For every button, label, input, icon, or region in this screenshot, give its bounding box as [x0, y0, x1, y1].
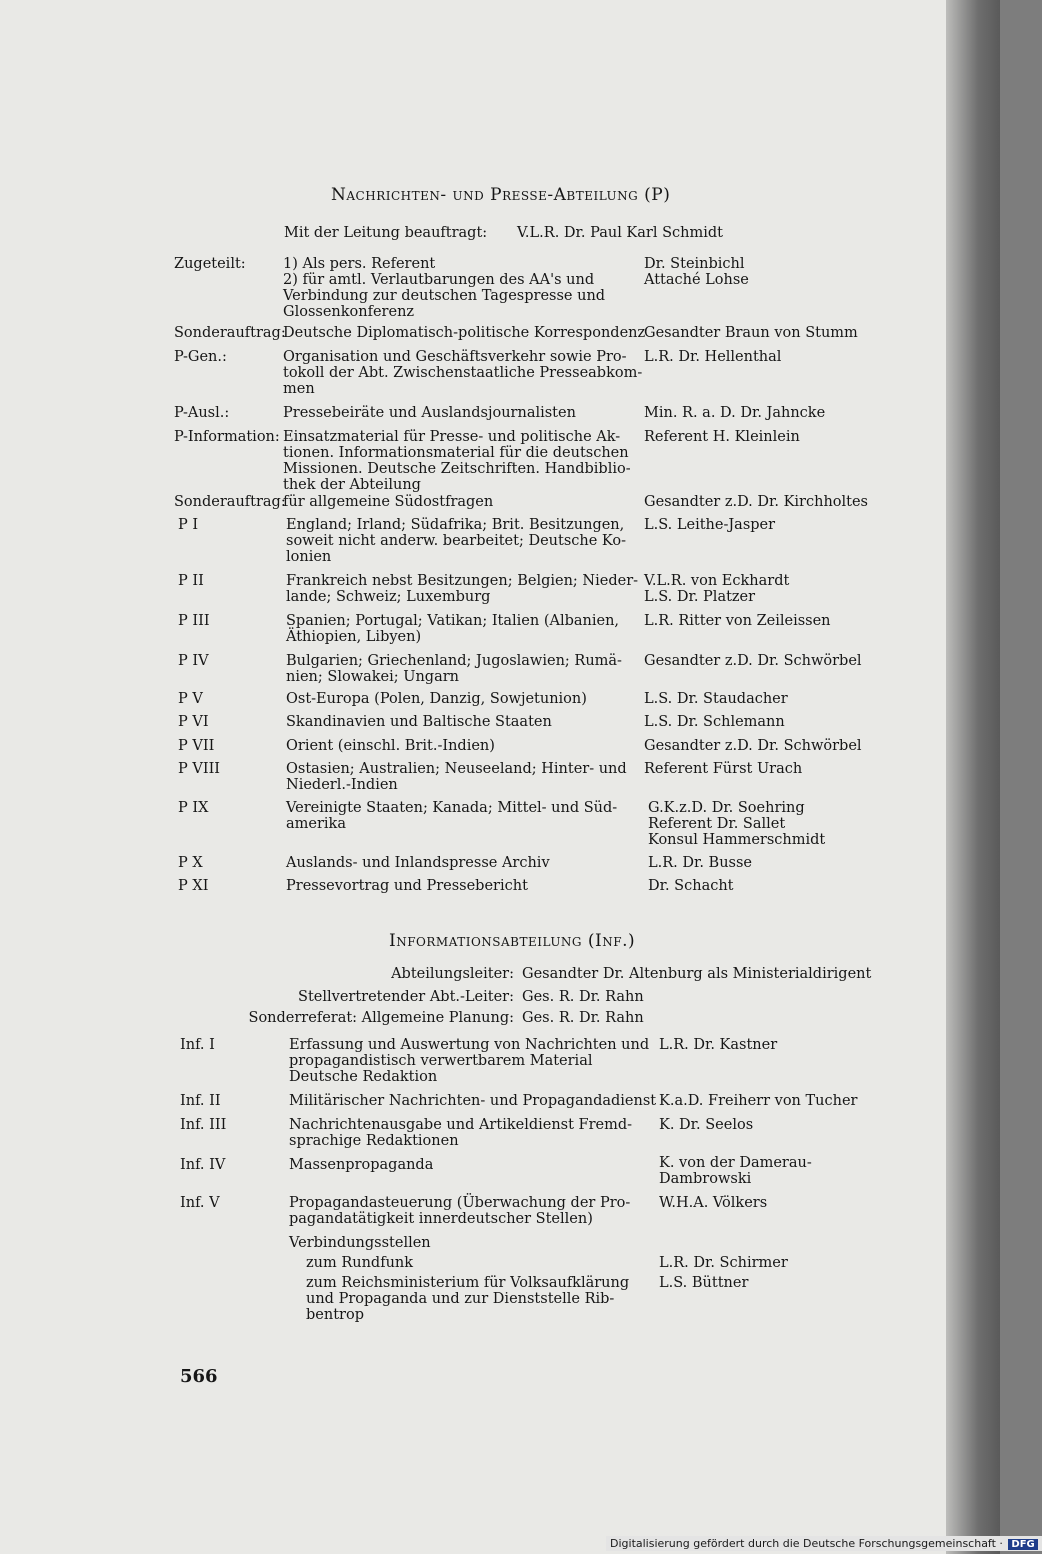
leader-name: Ges. R. Dr. Rahn — [522, 1010, 644, 1026]
entry-description: für allgemeine Südostfragen — [283, 494, 494, 510]
entry-person: L.R. Dr. Kastner — [659, 1037, 778, 1053]
entry-description: England; Irland; Südafrika; Brit. Besitzungen, soweit nicht anderw. bearbeitet; Deutsche Ko- lonien — [286, 517, 626, 565]
entry-label: Zugeteilt: — [174, 256, 246, 272]
page-number: 566 — [180, 1366, 218, 1387]
entry-person: W.H.A. Völkers — [659, 1195, 768, 1211]
entry-label: P IX — [178, 800, 209, 816]
entry-person: Gesandter z.D. Dr. Kirchholtes — [644, 494, 868, 510]
entry-label: P VII — [178, 738, 215, 754]
entry-person: L.S. Leithe-Jasper — [644, 517, 776, 533]
entry-person: L.R. Dr. Busse — [648, 855, 753, 871]
entry-person: Gesandter z.D. Dr. Schwörbel — [644, 653, 862, 669]
entry-label: Inf. II — [180, 1093, 221, 1109]
entry-description: Pressevortrag und Pressebericht — [286, 878, 528, 894]
entry-label: P-Gen.: — [174, 349, 227, 365]
entry-description: Orient (einschl. Brit.-Indien) — [286, 738, 495, 754]
entry-description: Skandinavien und Baltische Staaten — [286, 714, 552, 730]
entry-label: P III — [178, 613, 210, 629]
entry-description: Organisation und Geschäftsverkehr sowie Pro- tokoll der Abt. Zwischenstaatliche Presseabkom- men — [283, 349, 643, 397]
entry-person: V.L.R. von Eckhardt L.S. Dr. Platzer — [644, 573, 790, 605]
entry-description: Ostasien; Australien; Neuseeland; Hinter- und Niederl.-Indien — [286, 761, 627, 793]
entry-description: Nachrichtenausgabe und Artikeldienst Fremd- sprachige Redaktionen — [289, 1117, 633, 1149]
entry-person: Dr. Schacht — [648, 878, 734, 894]
entry-person: G.K.z.D. Dr. Soehring Referent Dr. Sallet Konsul Hammerschmidt — [648, 800, 826, 848]
leader-name: Ges. R. Dr. Rahn — [522, 989, 644, 1005]
entry-label: P-Information: — [174, 429, 280, 445]
entry-label: P VI — [178, 714, 209, 730]
entry-description: Ost-Europa (Polen, Danzig, Sowjetunion) — [286, 691, 587, 707]
entry-description: Spanien; Portugal; Vatikan; Italien (Albanien, Äthiopien, Libyen) — [286, 613, 620, 645]
entry-person: L.R. Dr. Hellenthal — [644, 349, 782, 365]
entry-description: Vereinigte Staaten; Kanada; Mittel- und Süd- amerika — [286, 800, 618, 832]
dfg-logo: DFG — [1008, 1539, 1037, 1550]
entry-label: Inf. I — [180, 1037, 215, 1053]
entry-label: Inf. III — [180, 1117, 227, 1133]
entry-label: P I — [178, 517, 199, 533]
entry-person: Referent Fürst Urach — [644, 761, 803, 777]
entry-person: K. von der Damerau- Dambrowski — [659, 1155, 812, 1187]
entry-description: Einsatzmaterial für Presse- und politische Ak- tionen. Informationsmaterial für die deutschen Missionen. Deutsche Zeitschriften. Handbiblio- thek der Abteilung — [283, 429, 631, 493]
entry-person: Gesandter z.D. Dr. Schwörbel — [644, 738, 862, 754]
leitung-name: V.L.R. Dr. Paul Karl Schmidt — [517, 225, 723, 241]
section-heading-information: Informationsabteilung (Inf.) — [389, 931, 636, 951]
entry-description: Erfassung und Auswertung von Nachrichten und propagandistisch verwertbarem Material Deutsche Redaktion — [289, 1037, 650, 1085]
entry-label: Inf. V — [180, 1195, 220, 1211]
section-heading-presse: Nachrichten- und Presse-Abteilung (P) — [331, 185, 671, 205]
entry-description: Pressebeiräte und Auslandsjournalisten — [283, 405, 576, 421]
page-edge-shadow — [946, 0, 1000, 1554]
entry-person: Gesandter Braun von Stumm — [644, 325, 858, 341]
leader-label: Sonderreferat: Allgemeine Planung: — [248, 1010, 514, 1026]
leader-name: Gesandter Dr. Altenburg als Ministerialdirigent — [522, 966, 872, 982]
entry-person: L.R. Ritter von Zeileissen — [644, 613, 831, 629]
entry-person: K. Dr. Seelos — [659, 1117, 754, 1133]
entry-label: Inf. IV — [180, 1157, 226, 1173]
entry-person: Referent H. Kleinlein — [644, 429, 800, 445]
entry-label: P VIII — [178, 761, 221, 777]
entry-label: P X — [178, 855, 203, 871]
verbindung-title: Verbindungsstellen — [289, 1235, 431, 1251]
verbindung-ministerium: zum Reichsministerium für Volksaufklärung und Propaganda und zur Dienststelle Rib- bentrop — [306, 1275, 630, 1323]
entry-person: K.a.D. Freiherr von Tucher — [659, 1093, 858, 1109]
entry-description: Bulgarien; Griechenland; Jugoslawien; Rumä- nien; Slowakei; Ungarn — [286, 653, 622, 685]
entry-person: L.S. Dr. Staudacher — [644, 691, 788, 707]
entry-description: Militärischer Nachrichten- und Propagandadienst — [289, 1093, 657, 1109]
entry-description: 1) Als pers. Referent 2) für amtl. Verlautbarungen des AA's und Verbindung zur deutschen Tagespresse und Glossenkonferenz — [283, 256, 606, 320]
entry-description: Frankreich nebst Besitzungen; Belgien; Nieder- lande; Schweiz; Luxemburg — [286, 573, 639, 605]
entry-description: Auslands- und Inlandspresse Archiv — [286, 855, 550, 871]
entry-label: P II — [178, 573, 204, 589]
entry-label: P V — [178, 691, 203, 707]
funding-footer — [606, 1536, 1042, 1551]
entry-person: Dr. Steinbichl Attaché Lohse — [644, 256, 749, 288]
entry-description: Deutsche Diplomatisch-politische Korrespondenz — [283, 325, 646, 341]
entry-label: P IV — [178, 653, 209, 669]
verbindung-ministerium-person: L.S. Büttner — [659, 1275, 749, 1291]
leader-label: Stellvertretender Abt.-Leiter: — [298, 989, 514, 1005]
leitung-label: Mit der Leitung beauftragt: — [284, 225, 488, 241]
entry-person: Min. R. a. D. Dr. Jahncke — [644, 405, 826, 421]
entry-label: P XI — [178, 878, 209, 894]
entry-label: Sonderauftrag: — [174, 494, 286, 510]
verbindung-rundfunk-person: L.R. Dr. Schirmer — [659, 1255, 788, 1271]
leader-label: Abteilungsleiter: — [391, 966, 514, 982]
entry-description: Propagandasteuerung (Überwachung der Pro- pagandatätigkeit innerdeutscher Stellen) — [289, 1195, 631, 1227]
footer-text: Digitalisierung gefördert durch die Deutsche Forschungsgemeinschaft · — [610, 1537, 1003, 1550]
entry-label: Sonderauftrag: — [174, 325, 286, 341]
verbindung-rundfunk: zum Rundfunk — [306, 1255, 414, 1271]
entry-label: P-Ausl.: — [174, 405, 230, 421]
entry-person: L.S. Dr. Schlemann — [644, 714, 785, 730]
entry-description: Massenpropaganda — [289, 1157, 434, 1173]
